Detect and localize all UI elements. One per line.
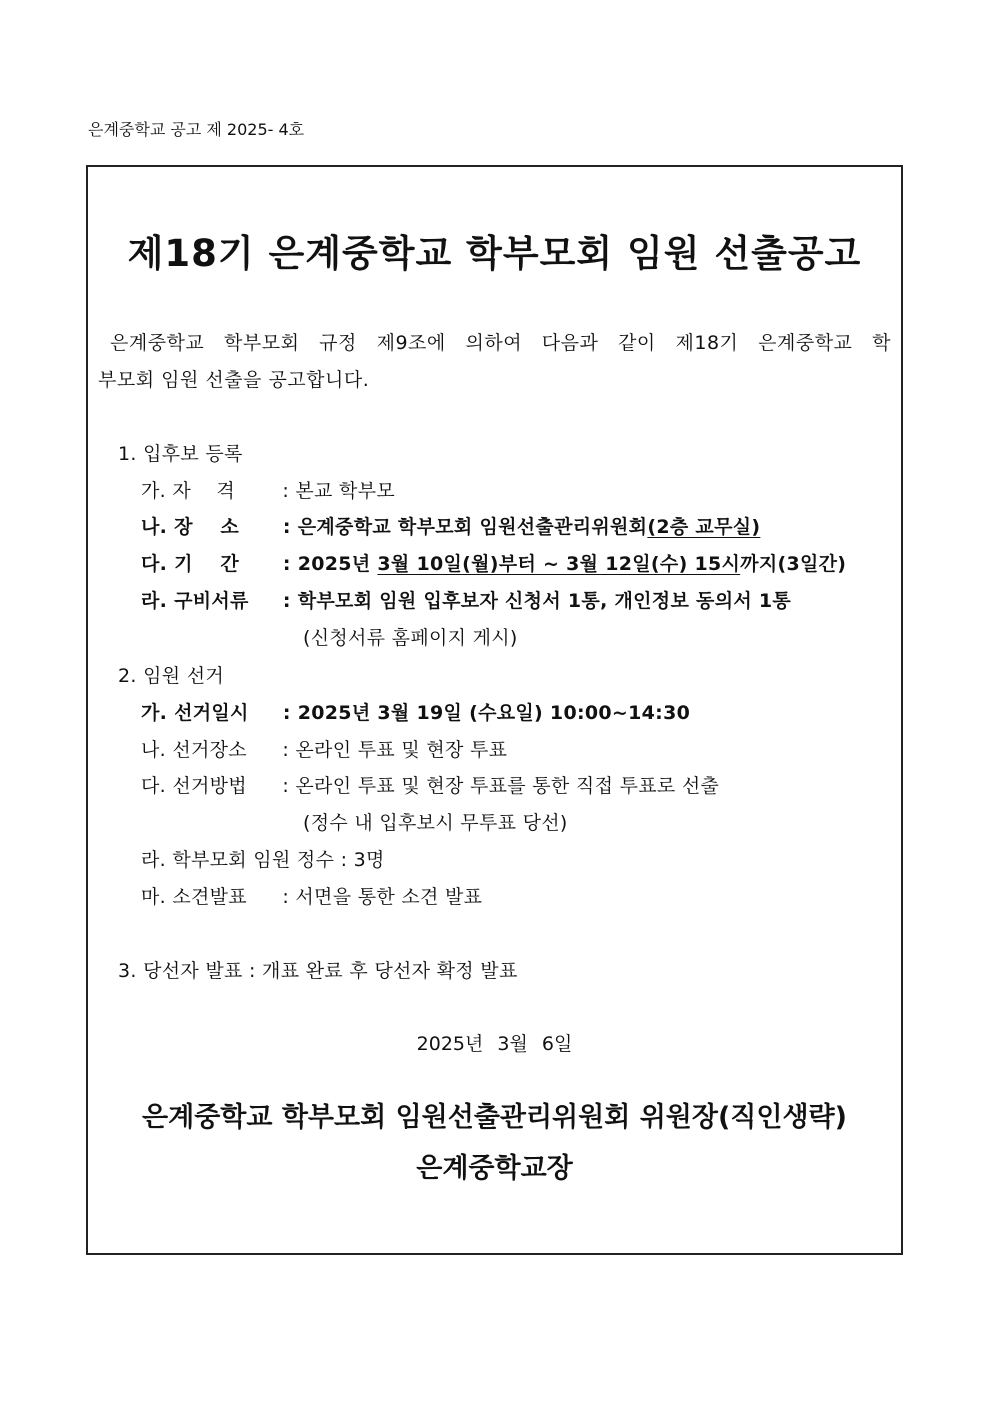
intro-line-2: 부모회 임원 선출을 공고합니다. [98,369,370,391]
s2-item-label: 가. 선거일시 [141,702,249,724]
s2-item-quota: 라. 학부모회 임원 정수 : 3명 [141,849,385,871]
notice-date: 2025년 3월 6일 [416,1033,573,1055]
s2-item-place [141,735,507,762]
s2-item-value: 2025년 3월 19일 (수요일) 10:00~14:30 [297,702,691,724]
separator: : [276,590,298,612]
separator: : [276,886,296,908]
s1-item-value-underlined: 3월 10일(월)부터 ~ 3월 12일(수) 15시 [377,553,741,575]
separator: : [276,702,298,724]
intro-line-1: 은계중학교 학부모회 규정 제9조에 의하여 다음과 같이 제18기 은계중학교 학 [110,332,891,354]
s1-item-documents [141,586,791,613]
separator: : [276,516,298,538]
s1-item-period [141,549,846,576]
s1-item-place [141,512,760,539]
s1-item-value: 은계중학교 학부모회 임원선출관리위원회 [297,516,648,538]
signature-committee: 은계중학교 학부모회 임원선출관리위원회 위원장(직인생략) [142,1102,847,1133]
s1-item-label: 다. 기 간 [141,553,240,575]
s2-item-datetime [141,698,690,725]
separator: : [276,739,296,761]
notice-title: 제18기 은계중학교 학부모회 임원 선출공고 [127,232,862,275]
separator: : [276,480,296,502]
s1-item-value-pre: 2025년 [297,553,378,575]
s1-item-qualification [141,476,395,503]
s2-item-label: 나. 선거장소 [141,739,247,761]
section1-heading: 1. 입후보 등록 [118,443,243,465]
s2-item-value: 서면을 통한 소견 발표 [295,886,483,908]
s2-item-value: 온라인 투표 및 현장 투표를 통한 직접 투표로 선출 [295,775,720,797]
s1-item-label: 가. 자 격 [141,480,235,502]
signature-principal: 은계중학교장 [416,1153,573,1184]
separator: : [276,553,298,575]
s2-item-speech [141,882,482,909]
s1-item-documents-note: (신청서류 홈페이지 게시) [303,627,518,649]
intro-paragraph [98,325,891,399]
section2-heading: 2. 임원 선거 [118,665,225,687]
notice-box [86,165,903,1255]
separator: : [276,775,296,797]
s1-item-label: 라. 구비서류 [141,590,249,612]
s2-item-method-note: (정수 내 입후보시 무투표 당선) [303,812,568,834]
s2-item-value: 온라인 투표 및 현장 투표 [295,739,508,761]
s1-item-label: 나. 장 소 [141,516,240,538]
s1-item-value-post: 까지(3일간) [740,553,847,575]
s1-item-value: 학부모회 임원 입후보자 신청서 1통, 개인정보 동의서 1통 [297,590,792,612]
s1-item-value: 본교 학부모 [295,480,396,502]
s2-item-method [141,771,719,798]
s1-item-value-underlined: (2층 교무실) [647,516,761,538]
section3-heading: 3. 당선자 발표 : 개표 완료 후 당선자 확정 발표 [118,960,518,982]
document-number: 은계중학교 공고 제 2025- 4호 [88,120,305,139]
s2-item-label: 다. 선거방법 [141,775,247,797]
s2-item-label: 마. 소견발표 [141,886,247,908]
